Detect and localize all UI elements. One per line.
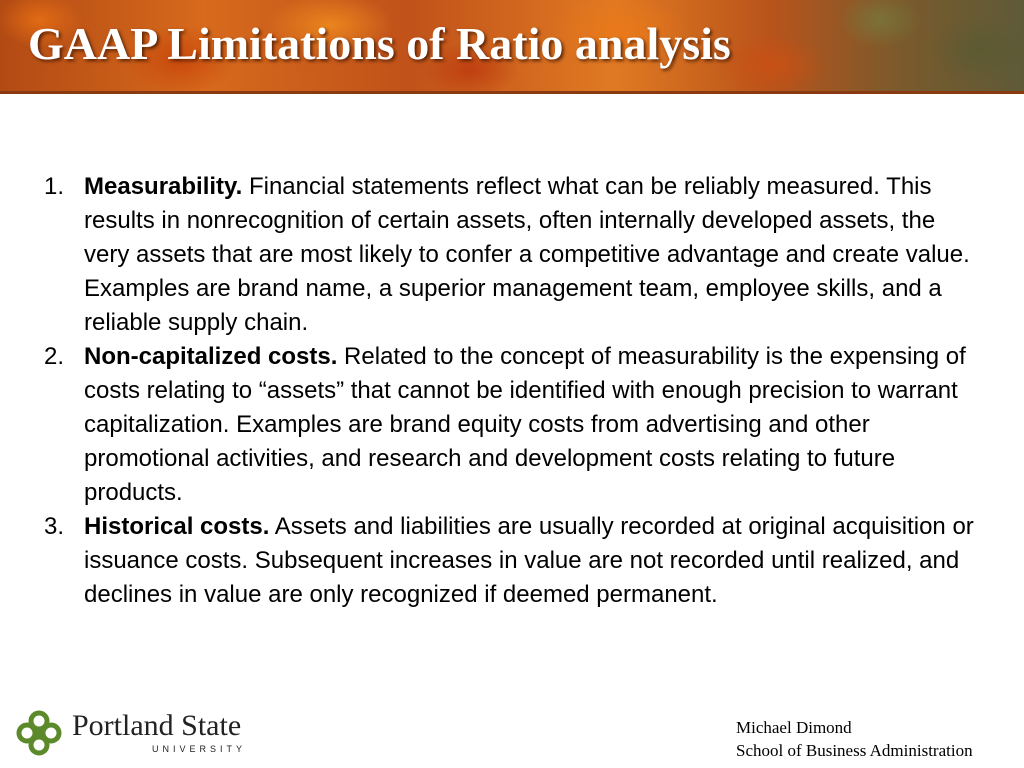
footer-author: Michael Dimond	[736, 718, 852, 737]
list-item	[44, 510, 974, 612]
limitations-list	[44, 170, 974, 612]
list-item	[44, 340, 974, 510]
item-number: 3.	[44, 513, 65, 540]
footer-school: School of Business Administration	[736, 741, 973, 760]
item-number: 1.	[44, 173, 65, 200]
item-term: Measurability.	[84, 173, 243, 200]
item-term: Historical costs.	[84, 513, 270, 540]
footer-credit	[736, 716, 973, 762]
logo-name: Portland State	[72, 709, 242, 742]
university-logo	[16, 708, 256, 758]
logo-subtitle: UNIVERSITY	[152, 744, 247, 754]
title-banner	[0, 0, 1024, 94]
item-text: Assets and liabilities are usually recorded at original acquisition or issuance costs. Subsequent increases in value are not recorded until realized, and declines in value are only recognized if deemed permanent.	[84, 513, 974, 608]
item-term: Non-capitalized costs.	[84, 343, 338, 370]
slide-title: GAAP Limitations of Ratio analysis	[28, 18, 731, 69]
clover-icon	[16, 710, 62, 756]
item-text: Related to the concept of measurability is the expensing of costs relating to “assets” that cannot be identified with enough precision to warrant capitalization. Examples are brand equity costs from advertising and other promotional activities, and research and development costs relating to future products.	[84, 343, 966, 506]
item-text: Financial statements reflect what can be reliably measured. This results in nonrecognition of certain assets, often internally developed assets, the very assets that are most likely to confer a competitive advantage and create value. Examples are brand name, a superior management team, employee skills, and a reliable supply chain.	[84, 173, 970, 336]
list-item	[44, 170, 974, 340]
item-number: 2.	[44, 343, 65, 370]
